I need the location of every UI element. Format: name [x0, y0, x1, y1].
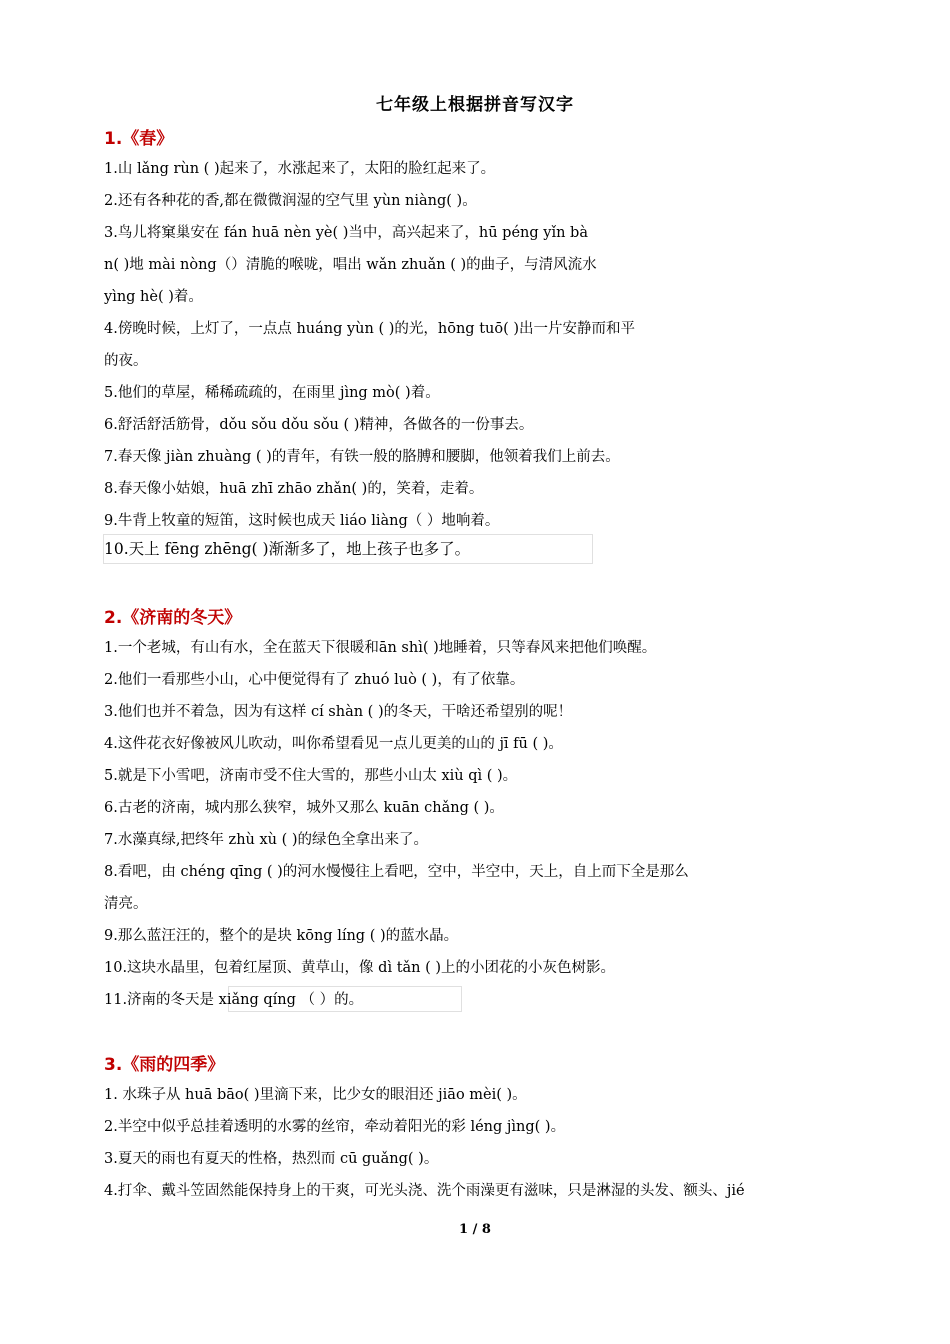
section-heading-chun: 1.《春》 [104, 129, 174, 149]
text-line: 9.那么蓝汪汪的，整个的是块 kōng líng ( )的蓝水晶。 [104, 928, 459, 944]
text-line: 11.济南的冬天是 xiǎng qíng （ ）的。 [104, 992, 364, 1008]
text-line: 5.他们的草屋，稀稀疏疏的，在雨里 jìng mò( )着。 [104, 385, 440, 401]
text-line: 4.傍晚时候，上灯了，一点点 huáng yùn ( )的光，hōng tuō( )出一片安静而和平 [104, 321, 636, 337]
text-line: 5.就是下小雪吧，济南市受不住大雪的，那些小山太 xiù qì ( )。 [104, 768, 518, 784]
text-line: 7.春天像 jiàn zhuàng ( )的青年，有铁一般的胳膊和腰脚，他领着我们上前去。 [104, 449, 620, 465]
text-line: 3.他们也并不着急，因为有这样 cí shàn ( )的冬天，干啥还希望别的呢！ [104, 704, 573, 720]
text-line: 10.天上 fēng zhēng( )渐渐多了，地上孩子也多了。 [104, 540, 471, 558]
text-line: n( )地 mài nòng（）清脆的喉咙，唱出 wǎn zhuǎn ( )的曲子，与清风流水 [104, 257, 597, 273]
text-line: 3.夏天的雨也有夏天的性格，热烈而 cū guǎng( )。 [104, 1151, 439, 1167]
text-line: 7.水藻真绿,把终年 zhù xù ( )的绿色全拿出来了。 [104, 832, 429, 848]
text-line: 4.这件花衣好像被风儿吹动，叫你希望看见一点儿更美的山的 jī fū ( )。 [104, 736, 563, 752]
text-line: 3.鸟儿将窠巢安在 fán huā nèn yè( )当中，高兴起来了，hū péng yǐn bà [104, 225, 588, 241]
section-heading-four-seasons-rain: 3.《雨的四季》 [104, 1055, 225, 1075]
text-line: 清亮。 [104, 896, 148, 912]
text-line: 6.古老的济南，城内那么狭窄，城外又那么 kuān chǎng ( )。 [104, 800, 504, 816]
text-line: 2.还有各种花的香,都在微微润湿的空气里 yùn niàng( )。 [104, 193, 477, 209]
section-heading-jinan-winter: 2.《济南的冬天》 [104, 608, 242, 628]
text-line: 10.这块水晶里，包着红屋顶、黄草山，像 dì tǎn ( )上的小团花的小灰色树影。 [104, 960, 616, 976]
text-line: yìng hè( )着。 [104, 289, 203, 305]
text-line: 8.春天像小姑娘，huā zhī zhāo zhǎn( )的，笑着，走着。 [104, 481, 484, 497]
text-line: 4.打伞、戴斗笠固然能保持身上的干爽，可光头浇、洗个雨澡更有滋味，只是淋湿的头发、额头、jié [104, 1183, 745, 1199]
text-line: 1.一个老城，有山有水，全在蓝天下很暖和ān shì( )地睡着，只等春风来把他们唤醒。 [104, 640, 657, 656]
page-title: 七年级上根据拼音写汉字 [376, 95, 574, 115]
text-line: 的夜。 [104, 353, 148, 369]
text-line: 2.他们一看那些小山，心中便觉得有了 zhuó luò ( )，有了依靠。 [104, 672, 525, 688]
text-line: 9.牛背上牧童的短笛，这时候也成天 liáo liàng（ ）地响着。 [104, 513, 500, 529]
text-line: 1. 水珠子从 huā bāo( )里滴下来，比少女的眼泪还 jiāo mèi( )。 [104, 1087, 527, 1103]
text-line: 2.半空中似乎总挂着透明的水雾的丝帘，牵动着阳光的彩 léng jìng( )。 [104, 1119, 566, 1135]
page-number: 1 / 8 [459, 1222, 491, 1237]
text-line: 8.看吧，由 chéng qīng ( )的河水慢慢往上看吧，空中，半空中，天上，自上而下全是那么 [104, 864, 689, 880]
text-line: 6.舒活舒活筋骨，dǒu sǒu dǒu sǒu ( )精神，各做各的一份事去。 [104, 417, 534, 433]
text-line: 1.山 lǎng rùn ( )起来了，水涨起来了，太阳的脸红起来了。 [104, 161, 496, 177]
